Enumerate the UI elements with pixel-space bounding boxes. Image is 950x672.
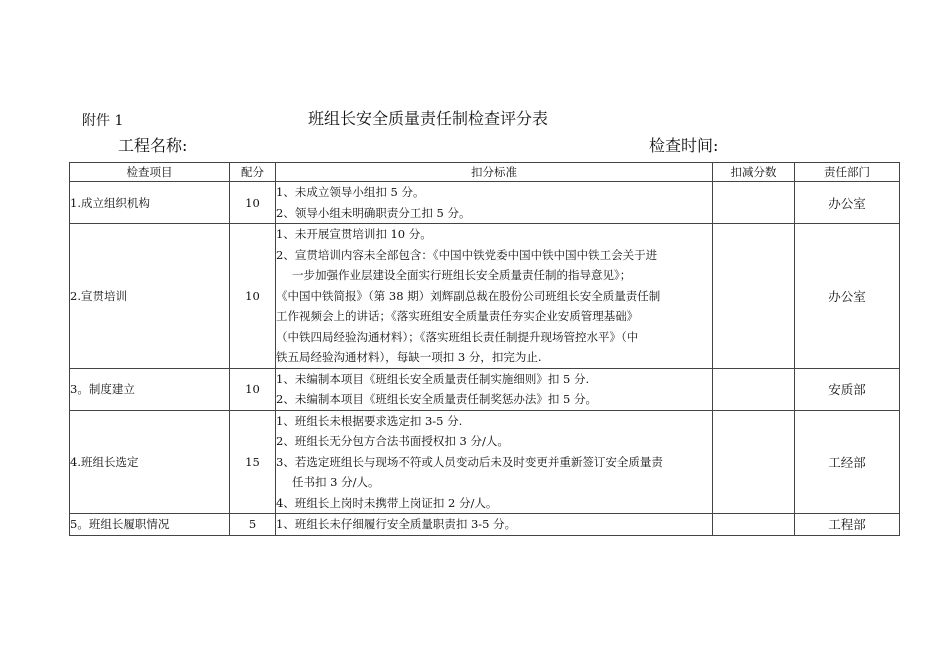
item-cell: 4.班组长选定 xyxy=(70,410,230,514)
score-cell: 10 xyxy=(230,182,276,224)
score-table xyxy=(69,162,900,536)
criteria-cell xyxy=(276,182,713,224)
item-cell: 1.成立组织机构 xyxy=(70,182,230,224)
column-header-department: 责任部门 xyxy=(795,163,900,182)
score-cell: 5 xyxy=(230,514,276,536)
department-cell: 办公室 xyxy=(795,224,900,369)
criteria-cell xyxy=(276,410,713,514)
criteria-line: （中铁四局经验沟通材料）；《落实班组长责任制提升现场管控水平》（中 xyxy=(276,329,639,344)
table-row xyxy=(70,368,900,410)
item-cell: 2.宣贯培训 xyxy=(70,224,230,369)
criteria-line: 1、未编制本项目《班组长安全质量责任制实施细则》扣 5 分. xyxy=(276,371,590,386)
page-title: 班组长安全质量责任制检查评分表 xyxy=(308,109,549,128)
table-header-row xyxy=(70,163,900,182)
criteria-line: 1、班组长未仔细履行安全质量职责扣 3-5 分。 xyxy=(276,517,517,531)
criteria-cell xyxy=(276,368,713,410)
attachment-label: 附件 1 xyxy=(82,113,124,129)
criteria-line: 2、班组长无分包方合法书面授权扣 3 分/人。 xyxy=(276,434,509,448)
department-cell: 工经部 xyxy=(795,410,900,514)
table-row xyxy=(70,514,900,536)
criteria-line: 2、宣贯培训内容未全部包含：《中国中铁党委中国中铁中国中铁工会关于进 xyxy=(276,247,658,262)
department-cell: 办公室 xyxy=(795,182,900,224)
criteria-cell xyxy=(276,224,713,369)
criteria-line: 铁五局经验沟通材料），每缺一项扣 3 分，扣完为止. xyxy=(276,350,542,364)
table-row xyxy=(70,224,900,369)
column-header-deduction: 扣减分数 xyxy=(713,163,795,182)
department-cell: 工程部 xyxy=(795,514,900,536)
column-header-criteria: 扣分标准 xyxy=(276,163,713,182)
department-cell: 安质部 xyxy=(795,368,900,410)
criteria-line: 1、未成立领导小组扣 5 分。 xyxy=(276,185,425,199)
criteria-cell xyxy=(276,514,713,536)
score-cell: 10 xyxy=(230,368,276,410)
criteria-line: 2、领导小组未明确职责分工扣 5 分。 xyxy=(276,205,471,220)
deduction-cell xyxy=(713,368,795,410)
table-row xyxy=(70,182,900,224)
score-cell: 15 xyxy=(230,410,276,514)
criteria-line: 《中国中铁简报》（第 38 期）刘辉副总裁在股份公司班组长安全质量责任制 xyxy=(276,288,661,303)
criteria-line: 1、未开展宣贯培训扣 10 分。 xyxy=(276,227,432,241)
criteria-line: 一步加强作业层建设全面实行班组长安全质量责任制的指导意见》； xyxy=(292,268,632,282)
score-cell: 10 xyxy=(230,224,276,369)
deduction-cell xyxy=(713,224,795,369)
column-header-item: 检查项目 xyxy=(70,163,230,182)
table-row xyxy=(70,410,900,514)
item-cell: 3。制度建立 xyxy=(70,368,230,410)
criteria-line: 工作视频会上的讲话；《落实班组安全质量责任夯实企业安质管理基础》 xyxy=(276,309,639,323)
criteria-line: 3、若选定班组长与现场不符或人员变动后未及时变更并重新签订安全质量责 xyxy=(276,454,663,469)
deduction-cell xyxy=(713,410,795,514)
deduction-cell xyxy=(713,182,795,224)
criteria-line: 2、未编制本项目《班组长安全质量责任制奖惩办法》扣 5 分。 xyxy=(276,392,597,406)
criteria-line: 1、班组长未根据要求选定扣 3-5 分. xyxy=(276,413,463,428)
project-name-label: 工程名称: xyxy=(118,136,188,155)
criteria-line: 4、班组长上岗时未携带上岗证扣 2 分/人。 xyxy=(276,495,498,510)
inspection-time-label: 检查时间: xyxy=(649,136,719,155)
deduction-cell xyxy=(713,514,795,536)
item-cell: 5。班组长履职情况 xyxy=(70,514,230,536)
criteria-line: 任书扣 3 分/人。 xyxy=(292,475,380,489)
column-header-score: 配分 xyxy=(230,163,276,182)
